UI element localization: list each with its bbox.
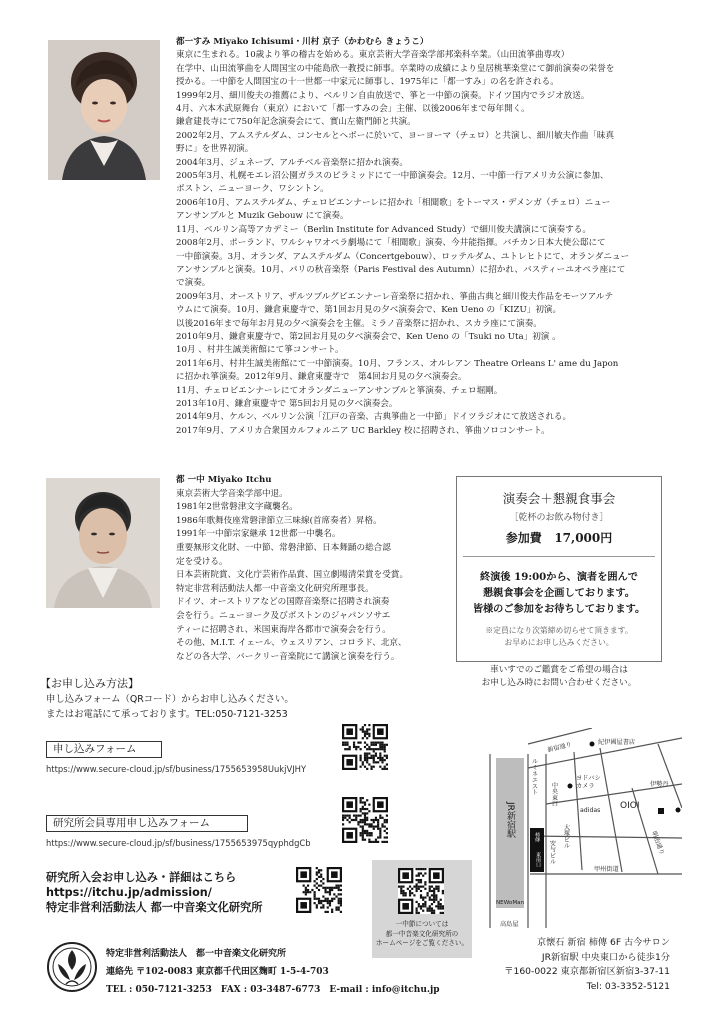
map-label-shinjuku-dori: 新宿通り (546, 741, 573, 754)
event-desc-line: 皆様のご参加をお待ちしております。 (472, 603, 646, 615)
org-address: 連絡先 〒102-0083 東京都千代田区麹町 1-5-4-703 (106, 967, 329, 977)
bio-line: 重要無形文化財、一中節、常磐津節、日本舞踊の総合認 (176, 542, 391, 553)
bio-itchu (176, 474, 452, 664)
bio-line: 4月、六本木武原舞台（東京）において「都一すみの会」主催、以後2006年まで毎年開く。 (176, 104, 530, 115)
bio-line: 一中節演奏。3月、オランダ、アムステルダム（Concertgebouw）、ロッテルダム、ユトレヒトにて、オランダニュー (176, 251, 630, 262)
map-label-lumine-est: ルミネエスト (530, 758, 538, 796)
bio-line: 2014年9月、ケルン、ベルリン公演「江戸の音楽、古典箏曲と一中節」ドイツラジオにて放送される。 (176, 412, 572, 423)
event-title: 演奏会＋懇親食事会 (502, 491, 616, 506)
bio-line: 2013年10月、鎌倉東慶寺で 第5回お月見の夕べ演奏会。 (176, 398, 398, 409)
portrait-ichisumi-image (48, 40, 160, 180)
org-name: 特定非営利活動法人 都一中音楽文化研究所 (106, 949, 287, 959)
event-fee-label: 参加費 (505, 531, 542, 545)
bio-line: ドイツ、オーストリアなどの国際音楽祭に招聘され演奏 (176, 597, 390, 608)
event-note-line: ※定員になり次第締め切らせて頂きます。 (485, 626, 633, 635)
qr-code-form1[interactable] (342, 724, 388, 770)
qr-code-form2[interactable] (342, 797, 388, 843)
application-heading: 【お申し込み方法】 (40, 677, 139, 690)
form2-url[interactable]: https://www.secure-cloud.jp/sf/business/1755653975qyphdgCb (46, 838, 311, 848)
map-label-adidas: adidas (580, 807, 601, 814)
event-note-line: お早めにお申し込みください。 (504, 638, 614, 647)
map-label-camera: カメラ (576, 783, 595, 790)
map-label-yodobashi: ヨドバシ (576, 775, 601, 782)
event-desc-line: 懇親食事会を企画しております。 (483, 587, 635, 599)
bio-line: 11月、チェロビエンナーレにてオランダニューアンサンブルと箏演奏、チェロ堀剛。 (176, 385, 503, 396)
map-label-isetan: 伊勢丹 (650, 781, 669, 788)
event-divider (463, 556, 655, 557)
bio-line: 日本芸術院賞、文化庁芸術作品賞、国立劇場清栄賞を受賞。 (176, 570, 409, 581)
bio-line: 2017年9月、アメリカ合衆国カルフォルニア UC Barkley 校に招聘され、箏曲ソロコンサート。 (176, 425, 550, 436)
bio-line: ウムにて演奏。10月、鎌倉東慶寺で、第1回お月見の夕べ演奏会で、Ken Ueno の「KIZU」初演。 (176, 305, 562, 316)
org-seal-icon (46, 940, 98, 994)
venue-line: 京懐石 新宿 柿傳 6F 古今サロン (536, 937, 670, 948)
portrait-miyako-ichisumi (48, 40, 160, 180)
form1-label[interactable]: 申し込みフォーム (46, 741, 162, 758)
org-contact: TEL : 050-7121-3253 FAX : 03-3487-6773 E-mail : info@itchu.jp (106, 985, 440, 995)
map-label-taiso-bldg: 大塚ビル (562, 824, 570, 849)
bio-line: 2010年9月、鎌倉東慶寺で、第2回お月見の夕べ演奏会で、Ken Ueno の「Tsuki no Uta」初演 。 (176, 331, 561, 342)
bio-line: 2006年10月、アムステルダム、チェロビエンナーレに招かれ「相聞歌」をトーマス・デメンガ（チェロ）ニュー (176, 197, 611, 208)
bio-line: アンサンブルと演奏。10月、パリの秋音楽祭（Paris Festival des Autumn）に招かれ、バスティーユオペラ座にて (176, 264, 626, 275)
event-subtitle: ［乾杯のお飲み物付き］ (509, 513, 609, 523)
map-oioi-marker (658, 808, 664, 814)
event-fee-value: 17,000円 (554, 531, 613, 545)
bio-line: 1986年歌舞伎座常磐津節立三味線(首席奏者）昇格。 (176, 515, 382, 526)
bio-line: 特定非営利活動法人都一中音楽文化研究所理事長。 (176, 583, 374, 594)
admission-line: https://itchu.jp/admission/ (46, 886, 212, 899)
bio-line: などの各大学、バークリー音楽院にて講演と演奏を行う。 (176, 651, 400, 662)
bio-line: 在学中、山田流箏曲を人間国宝の中能島欣一教授に師事。卒業時の成績により皇居桃華楽堂にて御前演奏の栄誉を (176, 63, 615, 74)
bio-line: 10月 、村井生誠美術館にて箏コンサート。 (176, 345, 344, 356)
wheelchair-note-line: お申し込み時にお問い合わせください。 (481, 677, 637, 688)
map-yodobashi-marker (568, 784, 573, 789)
application-line: またはお電話にて承っております。TEL:050-7121-3253 (46, 709, 288, 720)
portrait-itchu-image (46, 478, 160, 608)
bio-line: アンサンブルと Muzik Gebouw にて演奏。 (176, 211, 349, 222)
bio-line: で演奏。 (176, 278, 211, 289)
map-label-takashimaya: 高島屋 (500, 921, 519, 928)
bio-line: 鎌倉建長寺にて750年記念演奏会にて、實山左衛門師と共演。 (176, 117, 416, 128)
bio-ichisumi-name: 都一すみ Miyako Ichisumi・川村 京子（かわむら きょうこ） (176, 37, 429, 47)
bio-line: 会を行う。ニューヨーク及びボストンのジャパンソサエ (176, 610, 391, 621)
map-label-higashi-minamiguchi: 東南口 (535, 852, 541, 867)
bio-line: に招かれ箏演奏。2012年9月、鎌倉東慶寺で 第4回お月見の夕べ演奏会。 (176, 372, 467, 383)
qr-note-line: ホームページをご覧ください。 (375, 939, 469, 947)
qr-code-homepage[interactable] (398, 868, 444, 914)
map-label-jr-shinjuku: JR新宿駅 (505, 802, 515, 838)
event-info-box (456, 476, 662, 662)
admission-line: 研究所入会お申し込み・詳細はこちら (46, 871, 237, 884)
qr-code-admission[interactable] (296, 867, 342, 913)
bio-line: 2002年2月、アムステルダム、コンセルとヘボーに於いて、ヨーヨーマ（チェロ）と共演し、細川敏夫作曲「昧真 (176, 130, 615, 141)
wheelchair-note (456, 664, 662, 689)
venue-line: JR新宿駅 中央東口から徒歩1分 (541, 951, 670, 963)
bio-ichisumi (176, 36, 686, 438)
bio-line: 2008年2月、ポーランド、ワルシャワオペラ劇場にて「相聞歌」演奏、今井能指揮。バチカン日本大使公邸にて (176, 238, 606, 249)
bio-line: 東京に生まれる。10歳より箏の稽古を始める。東京芸術大学音楽学部邦楽科卒業。（山田流箏曲専攻） (176, 50, 570, 61)
bio-line: ボストン、ニューヨーク、ワシントン。 (176, 184, 329, 195)
homepage-qr-note (372, 920, 472, 949)
bio-line: 1981年2世常磐津文字蔵襲名。 (176, 502, 298, 513)
bio-line: ティーに招聘され、米国東海岸各都市で演奏会を行う。 (176, 624, 391, 635)
bio-line: 東京芸術大学音楽学部中退。 (176, 488, 288, 499)
admission-line: 特定非営利活動法人 都一中音楽文化研究所 (46, 901, 263, 914)
bio-line: 以後2016年まで毎年お月見の夕べ演奏会を主催。ミラノ音楽祭に招かれ、スカラ座にて演奏。 (176, 318, 542, 329)
wheelchair-note-line: 車いすでのご鑑賞をご希望の場合は (490, 665, 628, 675)
event-desc-line: 終演後 19:00から、演者を囲んで (480, 571, 638, 583)
map-label-oioi: OIOI (620, 801, 640, 811)
event-fee (457, 529, 661, 546)
form1-url[interactable]: https://www.secure-cloud.jp/sf/business/1755653958UukjVJHY (46, 764, 307, 774)
homepage-qr-box (372, 860, 472, 958)
map-label-kinokuniya: 紀伊國屋書店 (598, 739, 636, 746)
bio-line: 授かる。一中節を人間国宝の十一世都一中家元に師事し、1975年に「都一すみ」の名を許される。 (176, 77, 559, 88)
application-line: 申し込みフォーム（QRコード）からお申し込みください。 (46, 694, 294, 705)
map-label-meiji-dori: 明治通り (650, 830, 666, 856)
bio-line: 2004年3月、ジュネーブ、アルチベル音楽祭に招かれ演奏。 (176, 157, 408, 168)
venue-line: Tel: 03-3352-5121 (586, 980, 670, 992)
application-lines (46, 692, 294, 722)
event-note (457, 625, 661, 649)
bio-ichisumi-lines (176, 49, 686, 438)
admission-info (46, 870, 262, 915)
qr-note-line: 都一中音楽文化研究所の (385, 929, 459, 938)
bio-line: その他、M.I.T. イェール、ウェスリアン、コロラド、北京、 (176, 638, 407, 649)
map-label-chuo-higashiguchi: 中央東口 (550, 782, 558, 807)
venue-line: 〒160-0022 東京都新宿区新宿3-37-11 (504, 966, 670, 978)
event-description (457, 569, 661, 617)
portrait-miyako-itchu (46, 478, 160, 608)
map-kinokuniya-marker (590, 742, 595, 747)
bio-line: 1991年一中節宗家継承 12世都一中襲名。 (176, 529, 341, 540)
qr-note-line: 一中節については (395, 920, 449, 928)
venue-info (486, 936, 670, 994)
bio-line: 11月、ベルリン高等アカデミー（Berlin Institute for Advanced Study）で細川俊夫講演にて演奏する。 (176, 224, 591, 235)
bio-line: 2011年6月、村井生誠美術館にて一中節演奏。10月、フランス、オルレアン Theatre Orleans L' ame du Japon (176, 358, 619, 369)
bio-line: 2009年3月、オーストリア、ザルツブルグビエンナーレ音楽祭に招かれ、箏曲古典と細川俊夫作品をモーツアルテ (176, 291, 614, 302)
map-label-yasuyo-bldg: 安与ビル (548, 840, 556, 865)
bio-line: 1999年2月、細川俊夫の推薦により、ベルリン自由放送で、箏と一中節の演奏。ドイツ国内でラジオ放送。 (176, 90, 590, 101)
bio-line: 定を受ける。 (176, 556, 228, 567)
form2-label[interactable]: 研究所会員専用申し込みフォーム (46, 815, 248, 832)
map-isetan-marker (676, 808, 681, 813)
map-label-koshu-kaido: 甲州街道 (594, 866, 619, 873)
map-label-kakiden: 柿傳 (534, 832, 540, 842)
venue-map (482, 728, 682, 928)
bio-line: 2005年3月、札幌モエレ沼公園ガラスのピラミッドにて一中節演奏会。12月、一中節一行アメリカ公演に参加、 (176, 171, 609, 182)
bio-line: 野に」を世界初演。 (176, 144, 254, 155)
map-label-newoman: NEWoMan (496, 900, 525, 906)
bio-itchu-lines (176, 488, 452, 665)
bio-itchu-name: 都 一中 Miyako Itchu (176, 475, 272, 485)
